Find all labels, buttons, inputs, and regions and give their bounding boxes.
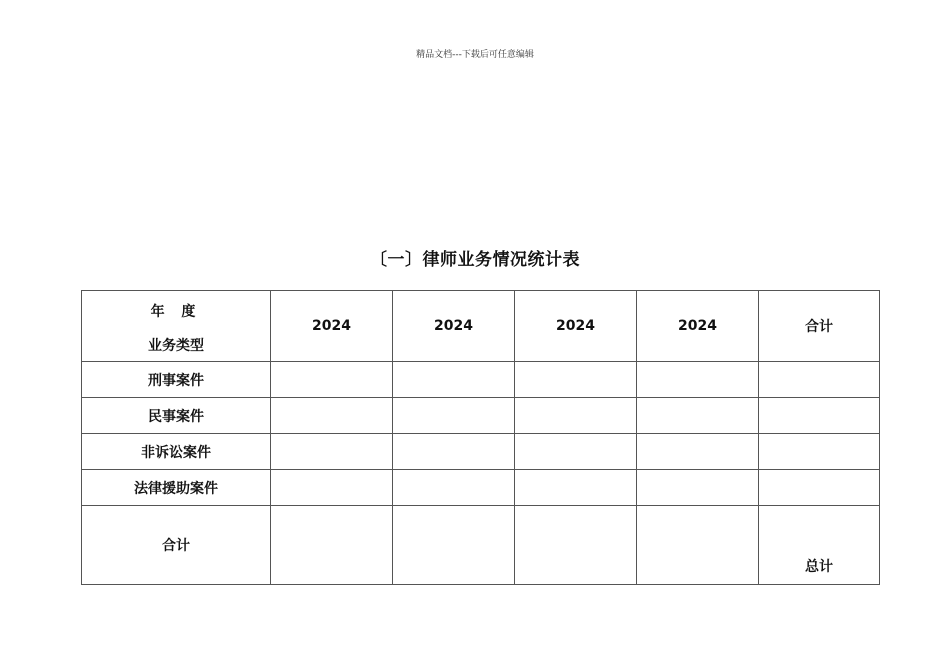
total-row-label: 合计: [82, 506, 271, 585]
data-cell: [271, 470, 393, 506]
data-cell: [759, 362, 880, 398]
header-row: [82, 291, 880, 362]
data-cell: [393, 398, 515, 434]
row-label: 民事案件: [82, 398, 271, 434]
data-cell: [271, 398, 393, 434]
data-cell: [393, 506, 515, 585]
corner-year-label: 年 度: [150, 304, 202, 320]
data-cell: [637, 470, 759, 506]
corner-cell: [82, 291, 271, 362]
data-cell: [271, 362, 393, 398]
data-cell: [271, 434, 393, 470]
row-label: 刑事案件: [82, 362, 271, 398]
table-row: [82, 434, 880, 470]
data-cell: [637, 362, 759, 398]
data-cell: [637, 398, 759, 434]
page-title: 〔一〕律师业务情况统计表: [370, 250, 580, 270]
data-cell: [515, 362, 637, 398]
year-header: 2024: [393, 291, 515, 362]
row-label: 法律援助案件: [82, 470, 271, 506]
row-label: 非诉讼案件: [82, 434, 271, 470]
data-cell: [637, 434, 759, 470]
data-cell: [515, 434, 637, 470]
corner-type-label: 业务类型: [148, 338, 204, 354]
data-cell: [759, 434, 880, 470]
year-header: 2024: [637, 291, 759, 362]
statistics-table: [81, 290, 880, 585]
data-cell: [515, 398, 637, 434]
table-row: [82, 362, 880, 398]
grand-total-label: 总计: [759, 506, 880, 585]
data-cell: [393, 362, 515, 398]
year-header: 2024: [515, 291, 637, 362]
data-cell: [393, 434, 515, 470]
data-cell: [271, 506, 393, 585]
data-cell: [393, 470, 515, 506]
total-column-header: 合计: [759, 291, 880, 362]
data-cell: [515, 470, 637, 506]
data-cell: [637, 506, 759, 585]
total-row: [82, 506, 880, 585]
data-cell: [515, 506, 637, 585]
year-header: 2024: [271, 291, 393, 362]
data-cell: [759, 470, 880, 506]
header-note: 精品文档---下载后可任意编辑: [416, 50, 534, 60]
table-row: [82, 470, 880, 506]
table-row: [82, 398, 880, 434]
data-cell: [759, 398, 880, 434]
